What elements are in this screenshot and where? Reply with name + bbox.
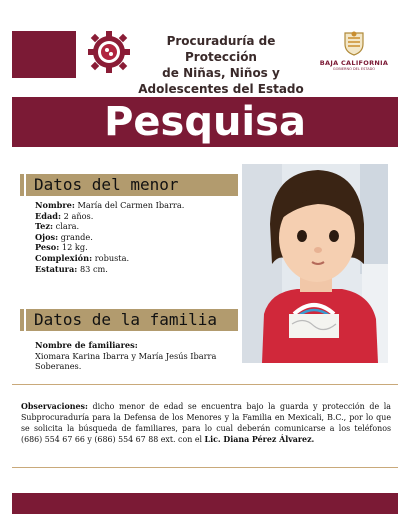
field-name	[35, 200, 245, 211]
baja-california-logo	[316, 30, 392, 78]
agency-name-line3: Adolescentes del Estado	[138, 82, 304, 96]
footer-bar	[12, 493, 398, 514]
field-value: robusta.	[94, 252, 130, 263]
dif-logo-icon	[84, 27, 134, 77]
field-eyes	[35, 232, 245, 243]
field-label: Nombre:	[35, 200, 75, 210]
field-weight	[35, 242, 245, 253]
family-label: Nombre de familiares:	[35, 340, 138, 350]
header-color-block	[12, 31, 76, 78]
family-section-title: Datos de la familia	[34, 310, 218, 329]
agency-name-line2: de Niñas, Niños y	[162, 66, 280, 80]
minor-section-title: Datos del menor	[34, 175, 179, 194]
state-name: BAJA CALIFORNIA	[319, 59, 389, 67]
minor-details	[35, 200, 245, 274]
section-bar-accent	[20, 309, 24, 331]
banner-title: Pesquisa	[104, 99, 306, 145]
field-label: Tez:	[35, 221, 54, 232]
field-complexion-tone	[35, 221, 245, 232]
family-details	[35, 340, 245, 372]
field-label: Peso:	[35, 242, 60, 253]
field-value: 83 cm.	[79, 263, 108, 274]
field-label: Estatura:	[35, 263, 78, 274]
field-label: Edad:	[35, 210, 62, 221]
state-seal-icon	[343, 30, 365, 56]
agency-name-line1: Procuraduría de Protección	[166, 34, 276, 64]
observations-label: Observaciones:	[21, 402, 88, 411]
field-value: grande.	[60, 231, 93, 242]
agency-name	[136, 33, 306, 97]
divider	[12, 384, 398, 385]
field-build	[35, 253, 245, 264]
field-value: 12 kg.	[61, 242, 88, 253]
section-bar-accent	[20, 174, 24, 196]
field-age	[35, 211, 245, 222]
field-value: María del Carmen Ibarra.	[77, 200, 185, 210]
minor-section-header	[26, 174, 238, 196]
divider	[12, 467, 398, 468]
field-label: Ojos:	[35, 231, 59, 242]
contact-name: Lic. Diana Pérez Álvarez.	[204, 435, 315, 444]
observations	[21, 401, 391, 445]
state-subtitle: GOBIERNO DEL ESTADO	[332, 67, 376, 71]
field-height	[35, 264, 245, 275]
family-names: Xiomara Karina Ibarra y María Jesús Ibarra Soberanes.	[35, 350, 217, 372]
field-value: clara.	[55, 221, 80, 232]
observations-text: dicho menor de edad se encuentra bajo la guarda y protección de la Subprocuraduría para la Defensa de los Menores y la Familia en Mexicali, B.C., por lo que se solicita la búsqueda de familiares, para lo cual deberán comunicarse a los teléfonos (686) 554 67 66 y (686) 554 67 88 ext. con el	[21, 402, 391, 444]
field-label: Complexión:	[35, 252, 93, 263]
family-section-header	[26, 309, 238, 331]
field-value: 2 años.	[63, 210, 94, 221]
child-photo	[242, 164, 388, 363]
